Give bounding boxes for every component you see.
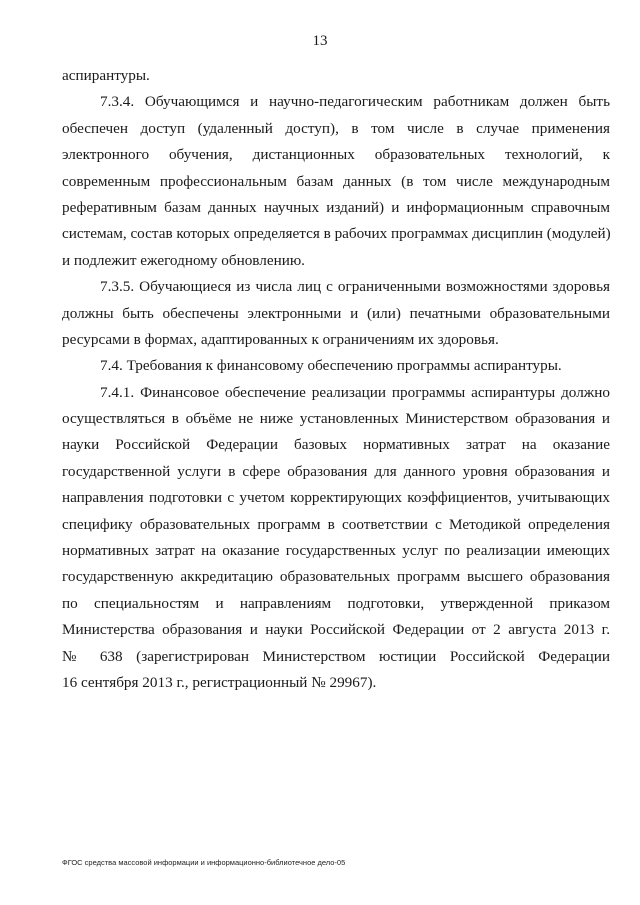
paragraph-7-4-1-line: по специальностям и направлениям подготовки, утвержденной приказом xyxy=(62,594,610,612)
paragraph-7-3-4-line: обеспечен доступ (удаленный доступ), в том числе в случае применения xyxy=(62,119,610,137)
paragraph-7-4-1-line: направления подготовки с учетом корректирующих коэффициентов, учитывающих xyxy=(62,489,610,507)
paragraph-7-4-1-line: государственную аккредитацию образовательных программ высшего образования xyxy=(62,568,610,586)
paragraph-7-3-4-line: реферативным базам данных научных изданий) и информационным справочным xyxy=(62,198,610,216)
paragraph-7-3-4-line: 7.3.4. Обучающимся и научно-педагогическим работникам должен быть xyxy=(100,93,610,111)
paragraph-7-4-1-line: специфику образовательных программ в соответствии с Методикой определения xyxy=(62,515,610,533)
paragraph-7-4-1-line: 7.4.1. Финансовое обеспечение реализации программы аспирантуры должно xyxy=(100,383,610,401)
paragraph-7-3-5-line: должны быть обеспечены электронными и (или) печатными образовательными xyxy=(62,304,610,322)
paragraph-7-4-1-line: осуществляться в объёме не ниже установленных Министерством образования и xyxy=(62,410,610,428)
document-body xyxy=(62,63,610,696)
paragraph-7-4-1-line: Министерства образования и науки Российской Федерации от 2 августа 2013 г. xyxy=(62,621,610,639)
paragraph-7-3-4-line: и подлежит ежегодному обновлению. xyxy=(62,251,305,269)
paragraph-7-3-4-line: электронного обучения, дистанционных образовательных технологий, к xyxy=(62,146,610,164)
paragraph-7-4-1-line: нормативных затрат на оказание государственных услуг по реализации имеющих xyxy=(62,542,610,560)
paragraph-7-3-5-line: ресурсами в формах, адаптированных к ограничениям их здоровья. xyxy=(62,330,499,348)
paragraph-7-4-1-line: № 638 (зарегистрирован Министерством юстиции Российской Федерации xyxy=(62,647,610,665)
paragraph-7-3-4-line: системам, состав которых определяется в рабочих программах дисциплин (модулей) xyxy=(62,225,611,243)
section-7-4-heading: 7.4. Требования к финансовому обеспечению программы аспирантуры. xyxy=(100,357,562,375)
document-footer: ФГОС средства массовой информации и информационно-библиотечное дело-05 xyxy=(62,858,346,867)
paragraph-7-4-1-line: 16 сентября 2013 г., регистрационный № 29967). xyxy=(62,673,377,691)
paragraph-7-4-1-line: государственной услуги в сфере образования для данного уровня образования и xyxy=(62,462,610,480)
paragraph-7-3-5-line: 7.3.5. Обучающиеся из числа лиц с ограниченными возможностями здоровья xyxy=(100,278,610,296)
paragraph-7-3-4-line: современным профессиональным базам данных (в том числе международным xyxy=(62,172,610,190)
text-line: аспирантуры. xyxy=(62,67,150,84)
page-number: 13 xyxy=(312,33,328,49)
paragraph-7-4-1-line: науки Российской Федерации базовых нормативных затрат на оказание xyxy=(62,436,610,454)
